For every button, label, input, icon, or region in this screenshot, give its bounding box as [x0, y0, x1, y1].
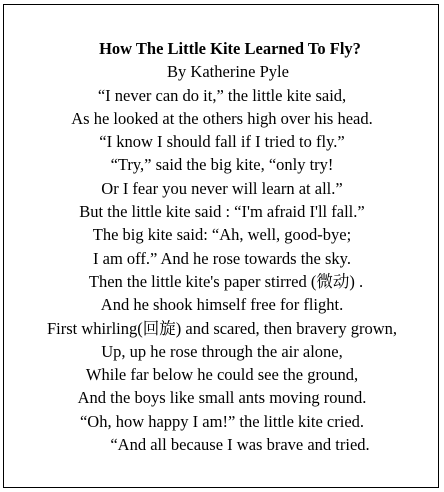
- poem-line: And he shook himself free for flight.: [100, 295, 344, 315]
- poem-line: “Try,” said the big kite, “only try!: [110, 155, 334, 175]
- poem-line: Then the little kite's paper stirred (微动) .: [88, 271, 364, 291]
- poem-line: “Oh, how happy I am!” the little kite cried.: [79, 411, 365, 431]
- poem-line: “I know I should fall if I tried to fly.”: [99, 132, 345, 152]
- poem-line: But the little kite said : “I'm afraid I'll fall.”: [79, 202, 365, 222]
- poem-line: Or I fear you never will learn at all.”: [101, 178, 343, 198]
- poem-line: “I never can do it,” the little kite said,: [97, 85, 347, 105]
- poem-title: How The Little Kite Learned To Fly?: [99, 39, 361, 58]
- poem-line: “And all because I was brave and tried.: [110, 435, 370, 455]
- poem-line: And the boys like small ants moving round.: [77, 388, 367, 408]
- poem: [0, 37, 444, 456]
- poem-line: First whirling(回旋) and scared, then bravery grown,: [46, 318, 398, 338]
- poem-author: By Katherine Pyle: [167, 62, 289, 82]
- poem-line: As he looked at the others high over his head.: [71, 108, 373, 128]
- poem-line: The big kite said: “Ah, well, good-bye;: [92, 225, 352, 245]
- poem-line: Up, up he rose through the air alone,: [101, 341, 343, 361]
- poem-line: While far below he could see the ground,: [85, 365, 359, 385]
- poem-line: I am off.” And he rose towards the sky.: [93, 248, 351, 268]
